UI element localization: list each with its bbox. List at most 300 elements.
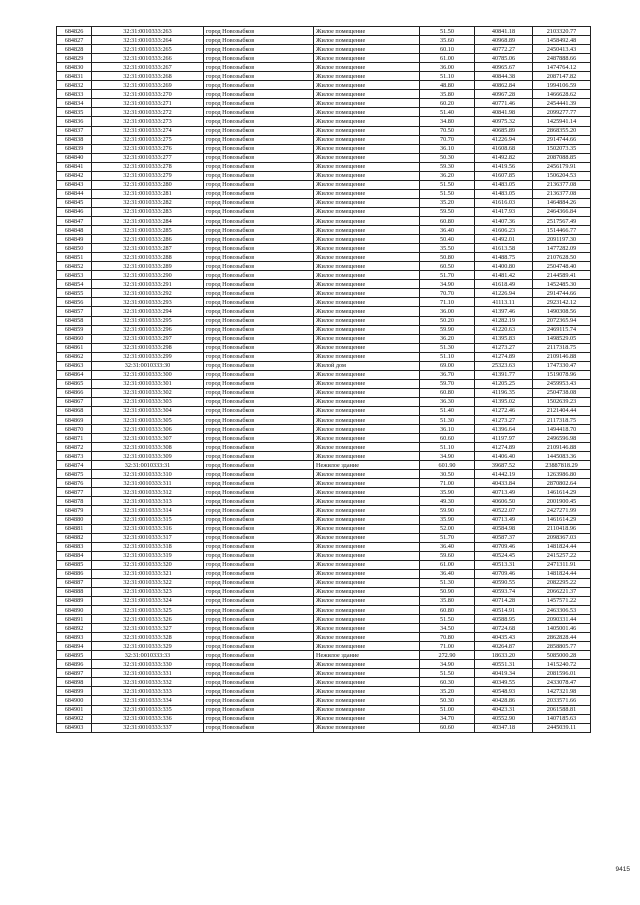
cadastral-number-cell: 32:31:0010333:270 (92, 90, 204, 99)
object-type-cell: Жилое помещение (314, 27, 420, 36)
cadastral-number-cell: 32:31:0010333:300 (92, 370, 204, 379)
cadastral-value-cell: 2098367.03 (533, 533, 591, 542)
area-cell: 52.00 (420, 524, 475, 533)
object-type-cell: Жилое помещение (314, 244, 420, 253)
cadastral-number-cell: 32:31:0010333:312 (92, 488, 204, 497)
cadastral-number-cell: 32:31:0010333:285 (92, 226, 204, 235)
cadastral-number-cell: 32:31:0010333:303 (92, 397, 204, 406)
cadastral-value-cell: 2923142.12 (533, 298, 591, 307)
area-cell: 60.30 (420, 678, 475, 687)
table-row (57, 81, 591, 90)
specific-value-cell: 40588.95 (475, 615, 533, 624)
address-cell: город Новозыбков (204, 397, 314, 406)
record-number-cell: 684874 (57, 461, 92, 470)
area-cell: 34.80 (420, 117, 475, 126)
table-row (57, 180, 591, 189)
specific-value-cell: 40862.84 (475, 81, 533, 90)
cadastral-value-cell: 2001900.45 (533, 497, 591, 506)
record-number-cell: 684842 (57, 171, 92, 180)
record-number-cell: 684832 (57, 81, 92, 90)
cadastral-number-cell: 32:31:0010333:334 (92, 696, 204, 705)
address-cell: город Новозыбков (204, 117, 314, 126)
record-number-cell: 684831 (57, 72, 92, 81)
specific-value-cell: 41395.83 (475, 334, 533, 343)
record-number-cell: 684829 (57, 54, 92, 63)
cadastral-value-cell: 1405001.46 (533, 624, 591, 633)
address-cell: город Новозыбков (204, 560, 314, 569)
cadastral-number-cell: 32:31:0010333:273 (92, 117, 204, 126)
cadastral-number-cell: 32:31:0010333:288 (92, 253, 204, 262)
area-cell: 60.10 (420, 45, 475, 54)
table-row (57, 388, 591, 397)
cadastral-value-cell: 2427271.99 (533, 506, 591, 515)
specific-value-cell: 41483.05 (475, 189, 533, 198)
object-type-cell: Жилое помещение (314, 171, 420, 180)
object-type-cell: Жилое помещение (314, 226, 420, 235)
record-number-cell: 684897 (57, 669, 92, 678)
area-cell: 34.90 (420, 452, 475, 461)
object-type-cell: Жилое помещение (314, 253, 420, 262)
table-row (57, 27, 591, 36)
object-type-cell: Жилое помещение (314, 533, 420, 542)
cadastral-value-cell: 2433078.47 (533, 678, 591, 687)
table-row (57, 687, 591, 696)
cadastral-value-cell: 2454441.39 (533, 99, 591, 108)
specific-value-cell: 41488.75 (475, 253, 533, 262)
object-type-cell: Жилое помещение (314, 479, 420, 488)
address-cell: город Новозыбков (204, 606, 314, 615)
specific-value-cell: 40551.31 (475, 660, 533, 669)
address-cell: город Новозыбков (204, 488, 314, 497)
table-row (57, 63, 591, 72)
record-number-cell: 684883 (57, 542, 92, 551)
cadastral-number-cell: 32:31:0010333:274 (92, 126, 204, 135)
cadastral-number-cell: 32:31:0010333:296 (92, 325, 204, 334)
record-number-cell: 684880 (57, 515, 92, 524)
specific-value-cell: 40713.49 (475, 488, 533, 497)
specific-value-cell: 25323.63 (475, 361, 533, 370)
cadastral-number-cell: 32:31:0010333:304 (92, 406, 204, 415)
area-cell: 51.10 (420, 352, 475, 361)
object-type-cell: Жилое помещение (314, 36, 420, 45)
object-type-cell: Жилое помещение (314, 642, 420, 651)
object-type-cell: Жилое помещение (314, 669, 420, 678)
record-number-cell: 684846 (57, 207, 92, 216)
cadastral-number-cell: 32:31:0010333:31 (92, 461, 204, 470)
table-row (57, 72, 591, 81)
address-cell: город Новозыбков (204, 334, 314, 343)
specific-value-cell: 40514.91 (475, 606, 533, 615)
object-type-cell: Жилое помещение (314, 280, 420, 289)
object-type-cell: Жилое помещение (314, 606, 420, 615)
area-cell: 35.80 (420, 90, 475, 99)
object-type-cell: Жилое помещение (314, 262, 420, 271)
address-cell: город Новозыбков (204, 714, 314, 723)
table-row (57, 425, 591, 434)
cadastral-value-cell: 2117318.75 (533, 416, 591, 425)
address-cell: город Новозыбков (204, 705, 314, 714)
object-type-cell: Жилое помещение (314, 406, 420, 415)
table-row (57, 660, 591, 669)
specific-value-cell: 41483.05 (475, 180, 533, 189)
area-cell: 36.40 (420, 226, 475, 235)
cadastral-value-cell: 2087088.85 (533, 153, 591, 162)
address-cell: город Новозыбков (204, 226, 314, 235)
area-cell: 70.50 (420, 126, 475, 135)
specific-value-cell: 41205.25 (475, 379, 533, 388)
record-number-cell: 684838 (57, 135, 92, 144)
object-type-cell: Жилое помещение (314, 624, 420, 633)
cadastral-number-cell: 32:31:0010333:327 (92, 624, 204, 633)
specific-value-cell: 41197.97 (475, 434, 533, 443)
table-row (57, 443, 591, 452)
address-cell: город Новозыбков (204, 633, 314, 642)
table-row (57, 262, 591, 271)
address-cell: город Новозыбков (204, 506, 314, 515)
address-cell: город Новозыбков (204, 171, 314, 180)
object-type-cell: Жилое помещение (314, 443, 420, 452)
address-cell: город Новозыбков (204, 63, 314, 72)
cadastral-value-cell: 1458492.48 (533, 36, 591, 45)
address-cell: город Новозыбков (204, 235, 314, 244)
cadastral-value-cell: 1747330.47 (533, 361, 591, 370)
table-row (57, 45, 591, 54)
cadastral-number-cell: 32:31:0010333:282 (92, 198, 204, 207)
area-cell: 59.90 (420, 506, 475, 515)
address-cell: город Новозыбков (204, 569, 314, 578)
specific-value-cell: 40841.98 (475, 108, 533, 117)
table-row (57, 569, 591, 578)
object-type-cell: Жилое помещение (314, 434, 420, 443)
area-cell: 51.50 (420, 669, 475, 678)
cadastral-value-cell: 1263986.80 (533, 470, 591, 479)
record-number-cell: 684867 (57, 397, 92, 406)
address-cell: город Новозыбков (204, 615, 314, 624)
address-cell: город Новозыбков (204, 596, 314, 605)
cadastral-value-cell: 2496596.98 (533, 434, 591, 443)
object-type-cell: Жилое помещение (314, 379, 420, 388)
object-type-cell: Жилое помещение (314, 45, 420, 54)
area-cell: 50.20 (420, 316, 475, 325)
specific-value-cell: 41272.46 (475, 406, 533, 415)
record-number-cell: 684894 (57, 642, 92, 651)
cadastral-number-cell: 32:31:0010333:336 (92, 714, 204, 723)
record-number-cell: 684895 (57, 651, 92, 660)
record-number-cell: 684881 (57, 524, 92, 533)
table-row (57, 54, 591, 63)
area-cell: 60.80 (420, 606, 475, 615)
object-type-cell: Жилое помещение (314, 596, 420, 605)
address-cell: город Новозыбков (204, 135, 314, 144)
table-row (57, 560, 591, 569)
cadastral-value-cell: 1494418.70 (533, 425, 591, 434)
address-cell: город Новозыбков (204, 416, 314, 425)
object-type-cell: Жилое помещение (314, 54, 420, 63)
specific-value-cell: 40590.55 (475, 578, 533, 587)
table-row (57, 207, 591, 216)
record-number-cell: 684882 (57, 533, 92, 542)
specific-value-cell: 40347.18 (475, 723, 533, 732)
address-cell: город Новозыбков (204, 108, 314, 117)
address-cell: город Новозыбков (204, 325, 314, 334)
area-cell: 71.00 (420, 479, 475, 488)
cadastral-number-cell: 32:31:0010333:337 (92, 723, 204, 732)
table-row (57, 253, 591, 262)
record-number-cell: 684853 (57, 271, 92, 280)
specific-value-cell: 40709.46 (475, 569, 533, 578)
table-row (57, 171, 591, 180)
area-cell: 60.20 (420, 99, 475, 108)
specific-value-cell: 41618.49 (475, 280, 533, 289)
area-cell: 36.70 (420, 370, 475, 379)
cadastral-number-cell: 32:31:0010333:320 (92, 560, 204, 569)
record-number-cell: 684856 (57, 298, 92, 307)
record-number-cell: 684845 (57, 198, 92, 207)
table-row (57, 615, 591, 624)
table-row (57, 361, 591, 370)
area-cell: 51.10 (420, 72, 475, 81)
object-type-cell: Жилое помещение (314, 452, 420, 461)
specific-value-cell: 41406.40 (475, 452, 533, 461)
cadastral-value-cell: 1466628.62 (533, 90, 591, 99)
area-cell: 51.40 (420, 108, 475, 117)
address-cell: город Новозыбков (204, 370, 314, 379)
cadastral-number-cell: 32:31:0010333:293 (92, 298, 204, 307)
cadastral-number-cell: 32:31:0010333:305 (92, 416, 204, 425)
object-type-cell: Жилое помещение (314, 425, 420, 434)
cadastral-value-cell: 2109146.88 (533, 352, 591, 361)
object-type-cell: Жилое помещение (314, 334, 420, 343)
record-number-cell: 684893 (57, 633, 92, 642)
record-number-cell: 684869 (57, 416, 92, 425)
specific-value-cell: 40724.68 (475, 624, 533, 633)
specific-value-cell: 40524.45 (475, 551, 533, 560)
area-cell: 59.30 (420, 162, 475, 171)
address-cell: город Новозыбков (204, 144, 314, 153)
address-cell: город Новозыбков (204, 696, 314, 705)
area-cell: 36.10 (420, 425, 475, 434)
area-cell: 36.40 (420, 542, 475, 551)
page-number: 9415 (615, 866, 630, 873)
record-number-cell: 684896 (57, 660, 92, 669)
area-cell: 601.90 (420, 461, 475, 470)
cadastral-number-cell: 32:31:0010333:280 (92, 180, 204, 189)
record-number-cell: 684860 (57, 334, 92, 343)
record-number-cell: 684854 (57, 280, 92, 289)
object-type-cell: Жилое помещение (314, 90, 420, 99)
cadastral-value-cell: 2463306.53 (533, 606, 591, 615)
record-number-cell: 684873 (57, 452, 92, 461)
area-cell: 71.00 (420, 642, 475, 651)
table-row (57, 189, 591, 198)
record-number-cell: 684886 (57, 569, 92, 578)
area-cell: 51.50 (420, 180, 475, 189)
table-row (57, 587, 591, 596)
area-cell: 36.10 (420, 144, 475, 153)
address-cell: город Новозыбков (204, 153, 314, 162)
address-cell: город Новозыбков (204, 524, 314, 533)
cadastral-value-cell: 2081596.01 (533, 669, 591, 678)
cadastral-value-cell: 2862828.44 (533, 633, 591, 642)
specific-value-cell: 40423.31 (475, 705, 533, 714)
record-number-cell: 684848 (57, 226, 92, 235)
address-cell: город Новозыбков (204, 352, 314, 361)
record-number-cell: 684901 (57, 705, 92, 714)
table-row (57, 606, 591, 615)
record-number-cell: 684849 (57, 235, 92, 244)
object-type-cell: Жилое помещение (314, 271, 420, 280)
object-type-cell: Жилое помещение (314, 578, 420, 587)
specific-value-cell: 41113.11 (475, 298, 533, 307)
cadastral-number-cell: 32:31:0010333:294 (92, 307, 204, 316)
address-cell: город Новозыбков (204, 578, 314, 587)
specific-value-cell: 40433.84 (475, 479, 533, 488)
area-cell: 70.70 (420, 289, 475, 298)
cadastral-value-cell: 1415240.72 (533, 660, 591, 669)
area-cell: 51.30 (420, 416, 475, 425)
record-number-cell: 684862 (57, 352, 92, 361)
specific-value-cell: 40522.07 (475, 506, 533, 515)
object-type-cell: Жилое помещение (314, 325, 420, 334)
record-number-cell: 684861 (57, 343, 92, 352)
address-cell: город Новозыбков (204, 216, 314, 225)
cadastral-number-cell: 32:31:0010333:307 (92, 434, 204, 443)
cadastral-number-cell: 32:31:0010333:310 (92, 470, 204, 479)
table-row (57, 235, 591, 244)
area-cell: 51.30 (420, 343, 475, 352)
object-type-cell: Жилое помещение (314, 126, 420, 135)
cadastral-number-cell: 32:31:0010333:271 (92, 99, 204, 108)
object-type-cell: Жилое помещение (314, 633, 420, 642)
specific-value-cell: 40967.28 (475, 90, 533, 99)
specific-value-cell: 41492.01 (475, 235, 533, 244)
table-row (57, 352, 591, 361)
record-number-cell: 684902 (57, 714, 92, 723)
cadastral-number-cell: 32:31:0010333:264 (92, 36, 204, 45)
object-type-cell: Жилое помещение (314, 108, 420, 117)
specific-value-cell: 41273.27 (475, 343, 533, 352)
specific-value-cell: 40709.46 (475, 542, 533, 551)
table-row (57, 479, 591, 488)
table-row (57, 244, 591, 253)
cadastral-number-cell: 32:31:0010333:329 (92, 642, 204, 651)
cadastral-value-table (56, 26, 591, 733)
cadastral-number-cell: 32:31:0010333:311 (92, 479, 204, 488)
cadastral-value-cell: 23887818.29 (533, 461, 591, 470)
object-type-cell: Жилое помещение (314, 397, 420, 406)
table-row (57, 714, 591, 723)
address-cell: город Новозыбков (204, 289, 314, 298)
cadastral-value-cell: 2091197.30 (533, 235, 591, 244)
cadastral-value-cell: 1461614.29 (533, 488, 591, 497)
cadastral-value-cell: 2121404.44 (533, 406, 591, 415)
specific-value-cell: 41400.80 (475, 262, 533, 271)
address-cell: город Новозыбков (204, 207, 314, 216)
area-cell: 35.80 (420, 596, 475, 605)
specific-value-cell: 41607.85 (475, 171, 533, 180)
address-cell: город Новозыбков (204, 54, 314, 63)
record-number-cell: 684866 (57, 388, 92, 397)
record-number-cell: 684868 (57, 406, 92, 415)
cadastral-value-cell: 1502639.23 (533, 397, 591, 406)
object-type-cell: Жилое помещение (314, 99, 420, 108)
area-cell: 61.00 (420, 54, 475, 63)
area-cell: 70.70 (420, 135, 475, 144)
specific-value-cell: 41417.93 (475, 207, 533, 216)
address-cell: город Новозыбков (204, 36, 314, 45)
cadastral-number-cell: 32:31:0010333:319 (92, 551, 204, 560)
area-cell: 59.50 (420, 207, 475, 216)
cadastral-number-cell: 32:31:0010333:323 (92, 587, 204, 596)
area-cell: 34.70 (420, 714, 475, 723)
area-cell: 36.20 (420, 171, 475, 180)
cadastral-value-cell: 2117318.75 (533, 343, 591, 352)
specific-value-cell: 41226.94 (475, 135, 533, 144)
record-number-cell: 684857 (57, 307, 92, 316)
cadastral-number-cell: 32:31:0010333:277 (92, 153, 204, 162)
table-row (57, 506, 591, 515)
specific-value-cell: 41442.19 (475, 470, 533, 479)
area-cell: 30.50 (420, 470, 475, 479)
address-cell: город Новозыбков (204, 443, 314, 452)
object-type-cell: Жилое помещение (314, 696, 420, 705)
area-cell: 50.90 (420, 587, 475, 596)
cadastral-number-cell: 32:31:0010333:332 (92, 678, 204, 687)
cadastral-number-cell: 32:31:0010333:328 (92, 633, 204, 642)
record-number-cell: 684872 (57, 443, 92, 452)
cadastral-number-cell: 32:31:0010333:314 (92, 506, 204, 515)
record-number-cell: 684847 (57, 216, 92, 225)
specific-value-cell: 40513.31 (475, 560, 533, 569)
table-row (57, 343, 591, 352)
object-type-cell: Жилое помещение (314, 81, 420, 90)
specific-value-cell: 41395.02 (475, 397, 533, 406)
area-cell: 71.10 (420, 298, 475, 307)
cadastral-value-cell: 1445083.36 (533, 452, 591, 461)
cadastral-number-cell: 32:31:0010333:276 (92, 144, 204, 153)
address-cell: город Новозыбков (204, 316, 314, 325)
cadastral-number-cell: 32:31:0010333:272 (92, 108, 204, 117)
cadastral-value-cell: 2415257.22 (533, 551, 591, 560)
cadastral-number-cell: 32:31:0010333:279 (92, 171, 204, 180)
specific-value-cell: 40785.06 (475, 54, 533, 63)
table-row (57, 99, 591, 108)
table-row (57, 578, 591, 587)
area-cell: 48.80 (420, 81, 475, 90)
area-cell: 51.00 (420, 705, 475, 714)
table-row (57, 406, 591, 415)
object-type-cell: Жилое помещение (314, 470, 420, 479)
cadastral-value-cell: 1477282.09 (533, 244, 591, 253)
area-cell: 35.20 (420, 687, 475, 696)
cadastral-value-cell: 2469115.74 (533, 325, 591, 334)
cadastral-value-cell: 1425941.14 (533, 117, 591, 126)
object-type-cell: Жилое помещение (314, 551, 420, 560)
object-type-cell: Жилое помещение (314, 144, 420, 153)
object-type-cell: Жилое помещение (314, 63, 420, 72)
object-type-cell: Жилое помещение (314, 388, 420, 397)
cadastral-number-cell: 32:31:0010333:263 (92, 27, 204, 36)
area-cell: 51.70 (420, 271, 475, 280)
address-cell: город Новозыбков (204, 343, 314, 352)
table-row (57, 226, 591, 235)
cadastral-value-cell: 2858805.77 (533, 642, 591, 651)
area-cell: 59.90 (420, 325, 475, 334)
cadastral-number-cell: 32:31:0010333:292 (92, 289, 204, 298)
cadastral-number-cell: 32:31:0010333:269 (92, 81, 204, 90)
object-type-cell: Жилое помещение (314, 307, 420, 316)
specific-value-cell: 40771.46 (475, 99, 533, 108)
